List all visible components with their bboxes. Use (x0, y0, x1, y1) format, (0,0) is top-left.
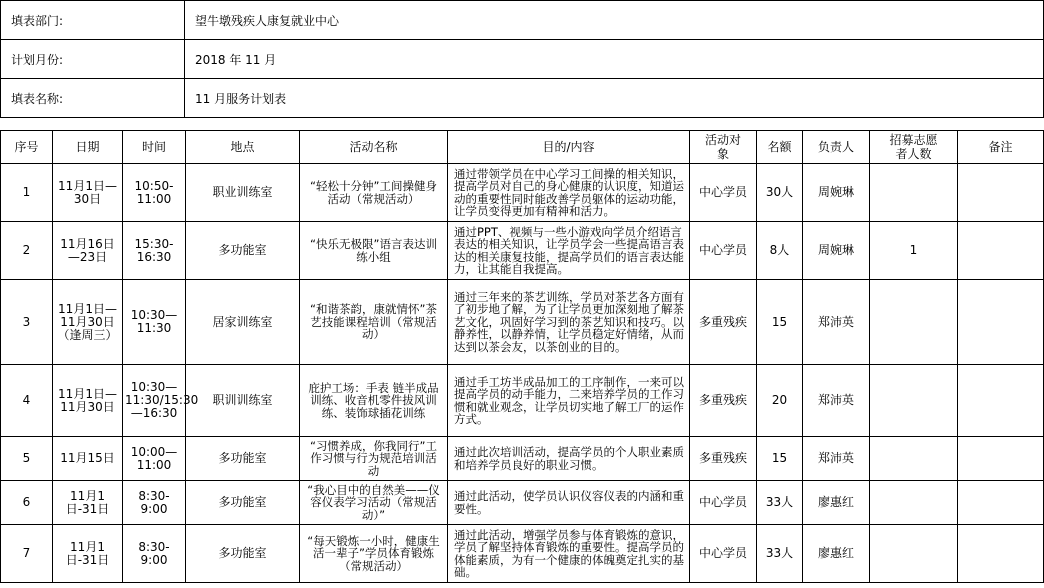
cell-activity: “习惯养成，你我同行”工作习惯与行为规范培训活动 (300, 437, 448, 481)
cell-content: 通过三年来的茶艺训练，学员对茶艺各方面有了初步地了解，为了让学员更加深刻地了解茶艺文化，巩固好学习到的茶艺知识和技巧。以静养性，以静养情，让学员稳定好情绪，从而达到以茶会友，以茶创业的目的。 (448, 280, 690, 365)
cell-remark (958, 437, 1044, 481)
cell-person: 周婉琳 (803, 164, 870, 222)
table-row (1, 437, 1044, 481)
cell-place: 多功能室 (186, 481, 300, 525)
cell-quota: 20 (757, 365, 803, 437)
cell-activity: “我心目中的自然美——仪容仪表学习活动（常规活动）” (300, 481, 448, 525)
cell-volunteers (870, 164, 958, 222)
cell-person: 廖惠红 (803, 525, 870, 583)
table-row (1, 481, 1044, 525)
cell-person: 郑沛英 (803, 280, 870, 365)
header-no: 序号 (1, 131, 53, 164)
cell-no: 5 (1, 437, 53, 481)
cell-time: 10:50-11:00 (123, 164, 186, 222)
dept-label: 填表部门: (1, 1, 185, 40)
cell-time: 8:30-9:00 (123, 525, 186, 583)
cell-target: 中心学员 (690, 525, 757, 583)
cell-no: 4 (1, 365, 53, 437)
cell-time: 10:30—11:30 (123, 280, 186, 365)
cell-volunteers (870, 525, 958, 583)
header-quota: 名额 (757, 131, 803, 164)
cell-target: 中心学员 (690, 481, 757, 525)
cell-no: 2 (1, 222, 53, 280)
cell-content: 通过此活动，增强学员参与体育锻炼的意识，学员了解坚持体育锻炼的重要性。提高学员的体能素质，为有一个健康的体魄奠定扎实的基础。 (448, 525, 690, 583)
header-activity: 活动名称 (300, 131, 448, 164)
info-table (0, 0, 1044, 118)
name-value: 11 月服务计划表 (185, 79, 1044, 118)
info-row-name (1, 79, 1044, 118)
header-place: 地点 (186, 131, 300, 164)
cell-activity: “每天锻炼一小时，健康生活一辈子”学员体育锻炼（常规活动） (300, 525, 448, 583)
cell-person: 郑沛英 (803, 365, 870, 437)
cell-date: 11月1日—30日 (53, 164, 123, 222)
cell-quota: 8人 (757, 222, 803, 280)
cell-quota: 33人 (757, 481, 803, 525)
cell-content: 通过此次培训活动，提高学员的个人职业素质和培养学员良好的职业习惯。 (448, 437, 690, 481)
dept-value: 望牛墩残疾人康复就业中心 (185, 1, 1044, 40)
cell-content: 通过带领学员在中心学习工间操的相关知识，提高学员对自己的身心健康的认识度，知道运动的重要性同时能改善学员躯体的运动功能，让学员变得更加有精神和活力。 (448, 164, 690, 222)
cell-activity: “轻松十分钟”工间操健身活动（常规活动） (300, 164, 448, 222)
cell-place: 多功能室 (186, 437, 300, 481)
cell-quota: 15 (757, 280, 803, 365)
cell-date: 11月15日 (53, 437, 123, 481)
cell-volunteers (870, 481, 958, 525)
cell-place: 多功能室 (186, 525, 300, 583)
header-row (1, 131, 1044, 164)
cell-no: 6 (1, 481, 53, 525)
cell-activity: “和谐茶韵，康就情怀”茶艺技能课程培训（常规活动） (300, 280, 448, 365)
cell-time: 10:30—11:30/15:30—16:30 (123, 365, 186, 437)
cell-content: 通过手工坊半成品加工的工序制作，一来可以提高学员的动手能力，二来培养学员的工作习惯和就业观念，让学员切实地了解工厂的运作方式。 (448, 365, 690, 437)
cell-date: 11月16日—23日 (53, 222, 123, 280)
cell-person: 廖惠红 (803, 481, 870, 525)
table-row (1, 280, 1044, 365)
cell-remark (958, 365, 1044, 437)
service-plan-table (0, 130, 1044, 583)
cell-time: 15:30-16:30 (123, 222, 186, 280)
cell-volunteers: 1 (870, 222, 958, 280)
cell-quota: 33人 (757, 525, 803, 583)
cell-volunteers (870, 437, 958, 481)
info-row-dept (1, 1, 1044, 40)
cell-place: 职训训练室 (186, 365, 300, 437)
month-label: 计划月份: (1, 40, 185, 79)
cell-remark (958, 525, 1044, 583)
cell-remark (958, 164, 1044, 222)
cell-place: 居家训练室 (186, 280, 300, 365)
header-volunteers: 招募志愿者人数 (870, 131, 958, 164)
cell-quota: 30人 (757, 164, 803, 222)
cell-target: 多重残疾 (690, 365, 757, 437)
month-value: 2018 年 11 月 (185, 40, 1044, 79)
cell-place: 多功能室 (186, 222, 300, 280)
cell-content: 通过PPT、视频与一些小游戏向学员介绍语言表达的相关知识，让学员学会一些提高语言表达的相关康复技能，提高学员们的语言表达能力，让其能自我提高。 (448, 222, 690, 280)
cell-place: 职业训练室 (186, 164, 300, 222)
cell-time: 8:30-9:00 (123, 481, 186, 525)
cell-remark (958, 280, 1044, 365)
header-remark: 备注 (958, 131, 1044, 164)
cell-date: 11月1日-31日 (53, 525, 123, 583)
cell-person: 周婉琳 (803, 222, 870, 280)
header-person: 负责人 (803, 131, 870, 164)
cell-no: 1 (1, 164, 53, 222)
table-row (1, 164, 1044, 222)
header-content: 目的/内容 (448, 131, 690, 164)
cell-date: 11月1日-31日 (53, 481, 123, 525)
cell-content: 通过此活动，使学员认识仪容仪表的内涵和重要性。 (448, 481, 690, 525)
cell-target: 多重残疾 (690, 437, 757, 481)
cell-activity: “快乐无极限”语言表达训练小组 (300, 222, 448, 280)
table-row (1, 365, 1044, 437)
header-time: 时间 (123, 131, 186, 164)
cell-remark (958, 222, 1044, 280)
cell-remark (958, 481, 1044, 525)
table-row (1, 222, 1044, 280)
cell-volunteers (870, 365, 958, 437)
cell-date: 11月1日—11月30日 (53, 365, 123, 437)
header-date: 日期 (53, 131, 123, 164)
cell-target: 多重残疾 (690, 280, 757, 365)
cell-activity: 庇护工场：手表 链半成品训练、收音机零件拔风训练、装饰球插花训练 (300, 365, 448, 437)
cell-no: 3 (1, 280, 53, 365)
cell-quota: 15 (757, 437, 803, 481)
cell-volunteers (870, 280, 958, 365)
cell-target: 中心学员 (690, 222, 757, 280)
cell-no: 7 (1, 525, 53, 583)
cell-date: 11月1日—11月30日（逢周三） (53, 280, 123, 365)
cell-person: 郑沛英 (803, 437, 870, 481)
info-row-month (1, 40, 1044, 79)
cell-target: 中心学员 (690, 164, 757, 222)
header-target: 活动对象 (690, 131, 757, 164)
name-label: 填表名称: (1, 79, 185, 118)
table-row (1, 525, 1044, 583)
cell-time: 10:00—11:00 (123, 437, 186, 481)
